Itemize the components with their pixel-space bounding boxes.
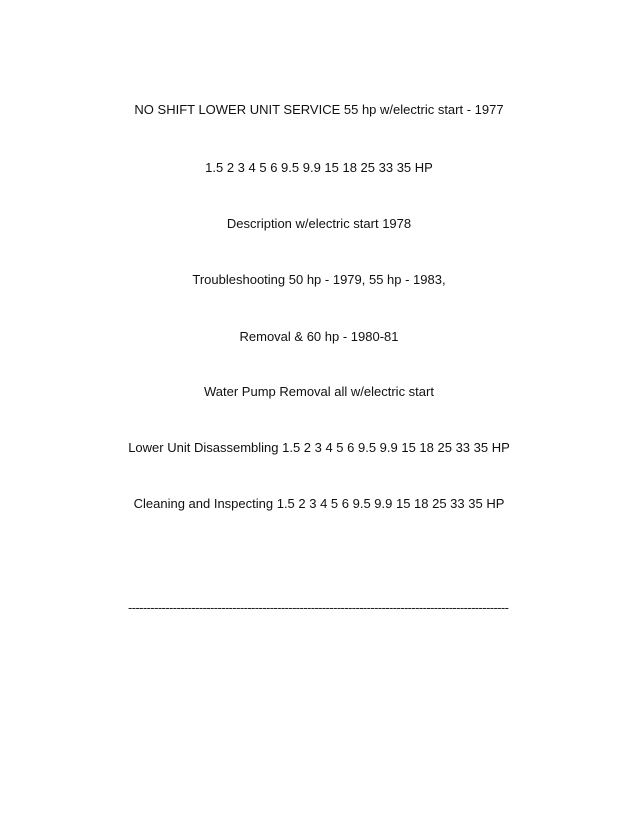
document-line-lower-unit-disassembling: Lower Unit Disassembling 1.5 2 3 4 5 6 9.5 9.9 15 18 25 33 35 HP [128,440,510,455]
dashed-divider: ------------------------------------------------------------------------------------------------------ [128,600,509,615]
document-line-hp-list: 1.5 2 3 4 5 6 9.5 9.9 15 18 25 33 35 HP [205,160,433,175]
document-line-troubleshooting: Troubleshooting 50 hp - 1979, 55 hp - 1983, [192,272,446,287]
document-line-title: NO SHIFT LOWER UNIT SERVICE 55 hp w/electric start - 1977 [134,102,504,117]
document-line-cleaning-inspecting: Cleaning and Inspecting 1.5 2 3 4 5 6 9.5 9.9 15 18 25 33 35 HP [133,496,505,511]
document-line-removal: Removal & 60 hp - 1980-81 [239,329,399,344]
document-line-description: Description w/electric start 1978 [226,216,412,231]
document-line-water-pump-removal: Water Pump Removal all w/electric start [204,384,434,399]
